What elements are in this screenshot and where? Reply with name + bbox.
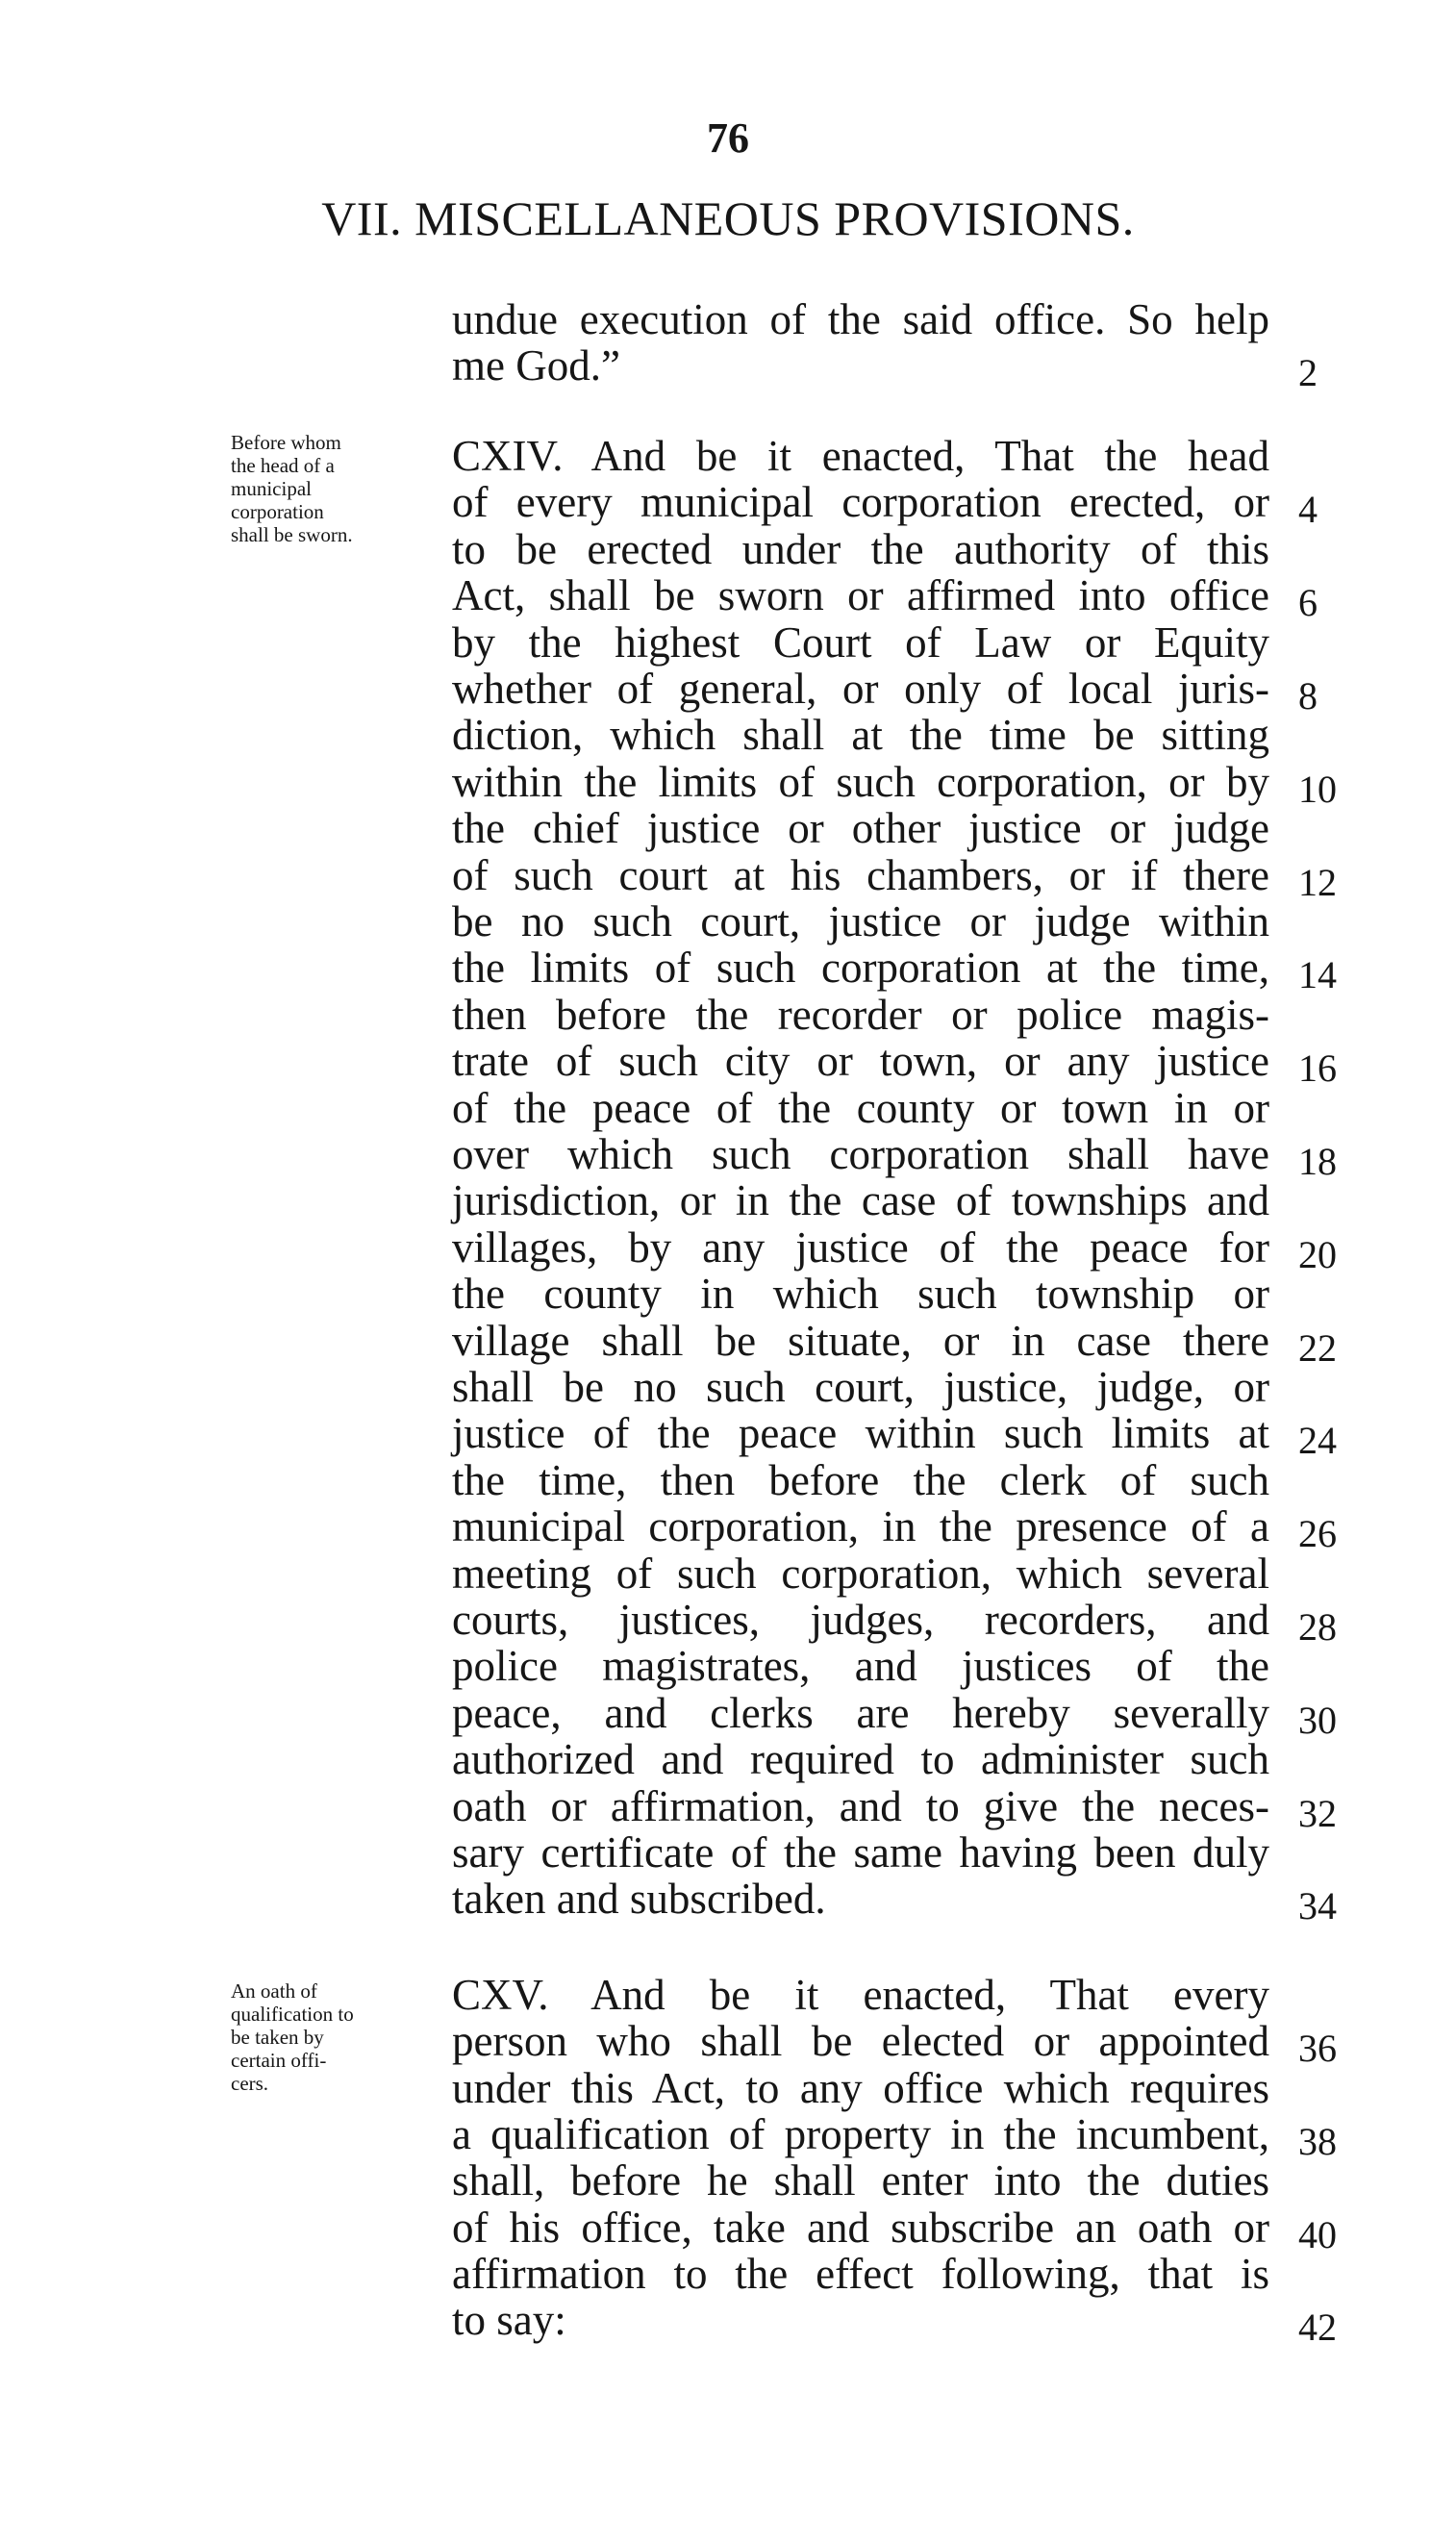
line-number: 12 (1298, 861, 1337, 904)
line-text: to say: (452, 2296, 566, 2344)
line-number: 20 (1298, 1233, 1337, 1276)
side-note-line: municipal (231, 477, 312, 500)
line-text: person who shall be elected or appointed (452, 2017, 1269, 2065)
line-text: oath or affirmation, and to give the neces- (452, 1782, 1269, 1830)
line-number: 28 (1298, 1605, 1337, 1649)
line-number: 40 (1298, 2213, 1337, 2256)
page-number: 76 (707, 114, 749, 162)
line-text: by the highest Court of Law or Equity (452, 618, 1269, 667)
line-text: the time, then before the clerk of such (452, 1456, 1269, 1504)
running-head: VII. MISCELLANEOUS PROVISIONS. (321, 191, 1135, 245)
line-text: to be erected under the authority of this (452, 525, 1269, 573)
line-number: 42 (1298, 2306, 1337, 2349)
line-text: sary certificate of the same having been duly (452, 1828, 1269, 1877)
side-note-line: qualification to (231, 2003, 354, 2026)
line-number: 30 (1298, 1699, 1337, 1742)
line-text: of such court at his chambers, or if there (452, 851, 1269, 899)
line-number: 32 (1298, 1792, 1337, 1835)
line-text: diction, which shall at the time be sitting (452, 711, 1269, 759)
side-note-line: corporation (231, 500, 324, 523)
line-text: CXV. And be it enacted, That every (452, 1971, 1269, 2019)
line-number: 2 (1298, 351, 1318, 394)
line-number: 14 (1298, 953, 1337, 996)
side-note-line: cers. (231, 2072, 269, 2095)
line-number: 18 (1298, 1140, 1337, 1183)
line-number: 4 (1298, 488, 1318, 531)
line-text: justice of the peace within such limits at (452, 1409, 1269, 1457)
line-text: the limits of such corporation at the time, (452, 944, 1269, 992)
side-note-line: An oath of (231, 1979, 317, 2003)
line-number: 16 (1298, 1046, 1337, 1090)
line-number: 8 (1298, 674, 1318, 718)
line-text: authorized and required to administer such (452, 1735, 1269, 1783)
line-text: of every municipal corporation erected, or (452, 478, 1269, 526)
line-text: me God.” (452, 341, 620, 390)
line-text: shall be no such court, justice, judge, or (452, 1363, 1269, 1411)
side-note-line: certain offi- (231, 2049, 327, 2072)
line-text: whether of general, or only of local juris- (452, 665, 1269, 713)
line-number: 10 (1298, 768, 1337, 811)
line-text: jurisdiction, or in the case of townships and (452, 1176, 1269, 1224)
line-text: of the peace of the county or town in or (452, 1084, 1269, 1132)
line-text: then before the recorder or police magis- (452, 991, 1269, 1039)
line-text: the county in which such township or (452, 1270, 1269, 1318)
line-text: a qualification of property in the incumbent, (452, 2110, 1269, 2158)
line-text: affirmation to the effect following, that is (452, 2250, 1269, 2298)
line-text: CXIV. And be it enacted, That the head (452, 432, 1269, 480)
line-text: of his office, take and subscribe an oath or (452, 2204, 1269, 2252)
line-text: Act, shall be sworn or affirmed into office (452, 571, 1269, 619)
side-note-oath-of-qualification (231, 1979, 433, 2095)
line-text: village shall be situate, or in case there (452, 1317, 1269, 1365)
line-text: villages, by any justice of the peace for (452, 1223, 1269, 1272)
line-number: 38 (1298, 2120, 1337, 2163)
line-text: courts, justices, judges, recorders, and (452, 1596, 1269, 1644)
line-text: within the limits of such corporation, or by (452, 758, 1269, 806)
line-text: trate of such city or town, or any justice (452, 1037, 1269, 1085)
line-text: shall, before he shall enter into the duties (452, 2156, 1269, 2205)
line-text: over which such corporation shall have (452, 1130, 1269, 1178)
line-number: 24 (1298, 1419, 1337, 1462)
side-note-line: Before whom (231, 431, 341, 454)
side-note-line: be taken by (231, 2026, 324, 2049)
line-number: 34 (1298, 1884, 1337, 1928)
line-text: taken and subscribed. (452, 1875, 826, 1923)
line-number: 22 (1298, 1326, 1337, 1370)
line-text: municipal corporation, in the presence of a (452, 1502, 1269, 1550)
line-number: 6 (1298, 581, 1318, 624)
line-text: peace, and clerks are hereby severally (452, 1689, 1269, 1737)
side-note-before-whom-sworn (231, 431, 433, 546)
line-number: 36 (1298, 2027, 1337, 2070)
line-text: the chief justice or other justice or judge (452, 804, 1269, 852)
side-note-line: the head of a (231, 454, 335, 477)
line-text: police magistrates, and justices of the (452, 1642, 1269, 1690)
line-text: be no such court, justice or judge within (452, 897, 1269, 945)
line-number: 26 (1298, 1512, 1337, 1555)
line-text: meeting of such corporation, which several (452, 1550, 1269, 1598)
side-note-line: shall be sworn. (231, 523, 353, 546)
line-text: under this Act, to any office which requires (452, 2064, 1269, 2112)
line-text: undue execution of the said office. So help (452, 295, 1269, 343)
